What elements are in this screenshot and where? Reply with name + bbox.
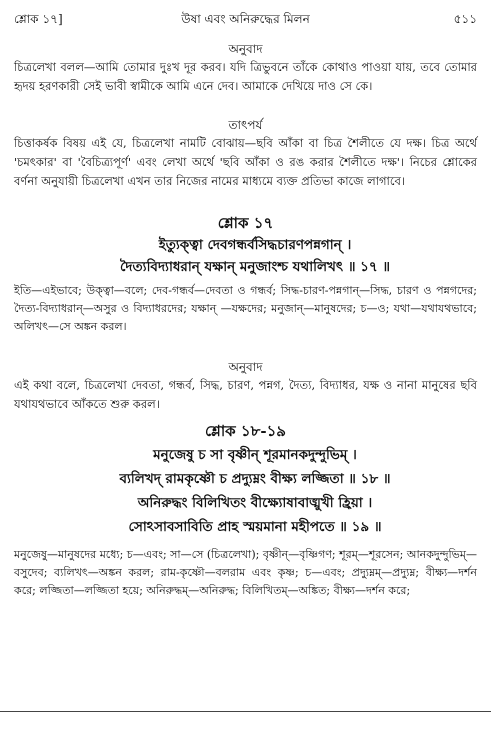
header-page-number: ৫১১ (453, 12, 477, 26)
running-header (14, 10, 477, 28)
header-chapter-title: উষা এবং অনিরুদ্ধের মিলন (181, 12, 310, 26)
verse-17-translation-heading: অনুবাদ (228, 360, 263, 374)
verse-18-line-2: ব্যলিখদ্ রামকৃষ্ণৌ চ প্রদ্যুম্নং বীক্ষ্য লজ্জিতা ॥ ১৮ ॥ (119, 471, 391, 487)
verse-18-19-title: শ্লোক ১৮-১৯ (204, 422, 287, 440)
translation-paragraph: চিত্রলেখা বলল—আমি তোমার দুঃখ দূর করব। যদি ত্রিভুবনে তাঁকে কোথাও পাওয়া যায়, তবে তোমার হৃদয় হরণকারী সেই ভাবী স্বামীকে আমি এনে দেব। আমাকে দেখিয়ে দাও সে কে। (14, 60, 477, 93)
verse-19-line-2: সোঽসাবসাবিতি প্রাহ স্ময়মানা মহীপতে ॥ ১৯ ॥ (128, 519, 382, 535)
verse-17-word-meanings: ইতি—এইভাবে; উক্ত্বা—বলে; দেব-গন্ধর্ব—দেবতা ও গন্ধর্ব; সিদ্ধ-চারণ-পন্নগান্—সিদ্ধ, চারণ ও পন্নগদের; দৈত্য-বিদ্যাধরান্—অসুর ও বিদ্যাধরদের; যক্ষান্ —যক্ষদের; মনুজান্—মানুষদের; চ—ও; যথা—যথাযথভাবে; অলিখৎ—সে অঙ্কন করল। (14, 284, 477, 333)
header-verse-ref: শ্লোক ১৭] (14, 12, 63, 26)
verse-17-translation: এই কথা বলে, চিত্রলেখা দেবতা, গন্ধর্ব, সিদ্ধ, চারণ, পন্নগ, দৈত্য, বিদ্যাধর, যক্ষ ও নানা মানুষের ছবি যথাযথভাবে আঁকতে শুরু করল। (14, 378, 477, 411)
translation-heading: অনুবাদ (228, 42, 263, 56)
verse-17-line-1: ইত্যুক্ত্বা দেবগন্ধর্বসিদ্ধচারণপন্নগান্ । (158, 237, 352, 253)
verse-18-19-word-meanings: মনুজেষু—মানুষদের মধ্যে; চ—এবং; সা—সে (চিত্রলেখা); বৃষ্ণীন্—বৃষ্ণিগণ; শূরম্—শূরসেন; আনকদুন্দুভিম্—বসুদেব; ব্যলিখৎ—অঙ্কন করল; রাম-কৃষ্ণৌ—বলরাম এবং কৃষ্ণ; চ—এবং; প্রদ্যুম্নম্—প্রদ্যুম্ন; বীক্ষ্য—দর্শন করে; লজ্জিতা—লজ্জিতা হয়ে; অনিরুদ্ধম্—অনিরুদ্ধ; বিলিখিতম্—অঙ্কিত; বীক্ষ্য—দর্শন করে; (14, 548, 477, 597)
purport-paragraph: চিত্তাকর্ষক বিষয় এই যে, চিত্রলেখা নামটি বোঝায়—ছবি আঁকা বা চিত্র শৈলীতে যে দক্ষ। চিত্র অর্থে 'চমৎকার' বা 'বৈচিত্র্যপূর্ণ' এবং লেখা অর্থে 'ছবি আঁকা ও রঙ করার শৈলীতে দক্ষ'। নিচের শ্লোকের বর্ণনা অনুযায়ী চিত্রলেখা এখন তার নিজের নামের মাধ্যমে ব্যক্ত প্রতিভা কাজে লাগাবে। (14, 136, 477, 188)
verse-19-line-1: অনিরুদ্ধং বিলিখিতং বীক্ষ্যোষাবাঙ্মুখী হ্রিয়া । (137, 495, 373, 511)
verse-18-line-1: মনুজেষু চ সা বৃষ্ণীন্ শূরমানকদুন্দুভিম্ । (153, 447, 357, 463)
bottom-rule (0, 711, 491, 712)
verse-17-title: শ্লোক ১৭ (217, 214, 274, 232)
verse-17-line-2: দৈত্যবিদ্যাধরান্ যক্ষান্ মনুজাংশ্চ যথালিখৎ ॥ ১৭ ॥ (119, 259, 391, 275)
purport-heading: তাৎপর্য (228, 118, 263, 132)
